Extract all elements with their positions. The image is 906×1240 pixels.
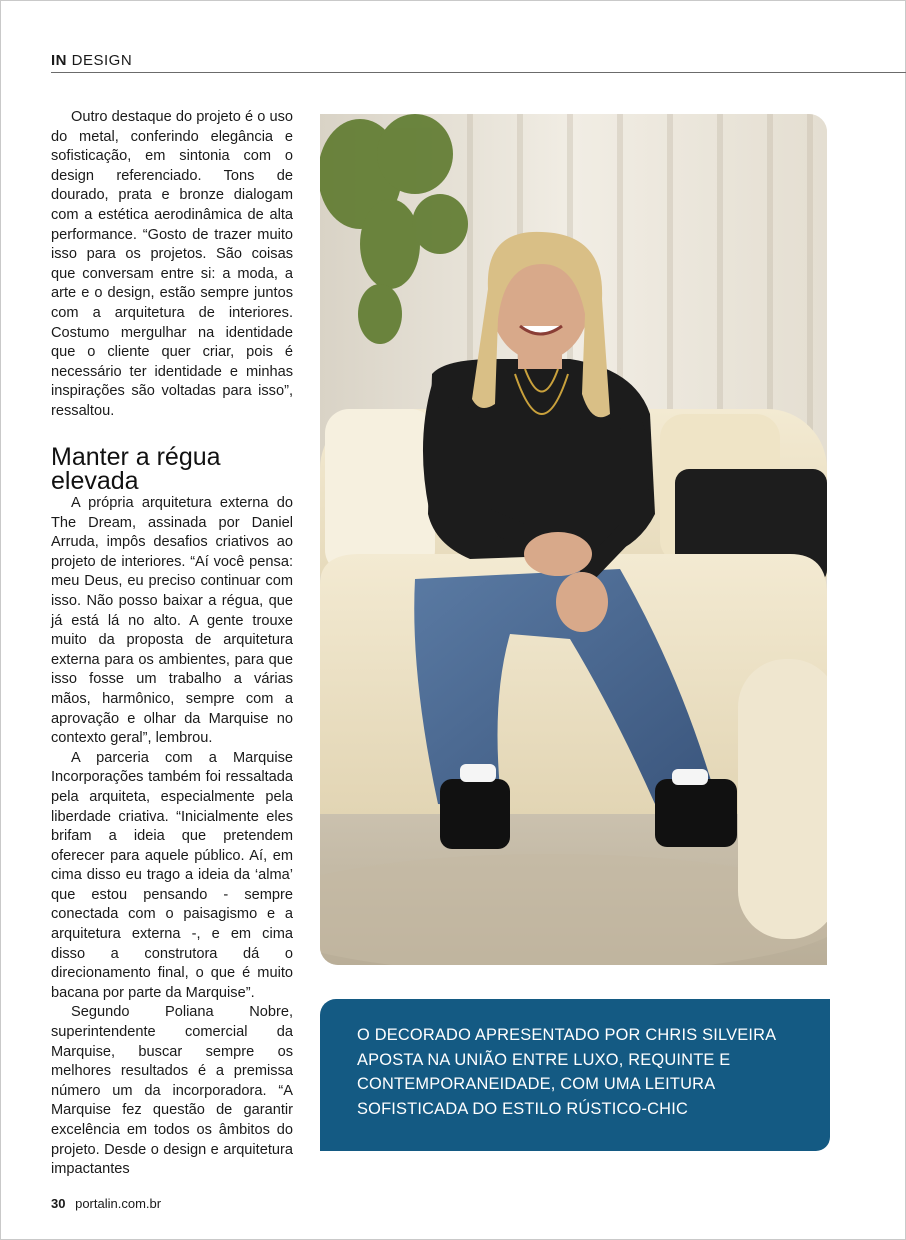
photo-caption-box — [320, 999, 830, 1151]
footer-site: portalin.com.br — [75, 1196, 162, 1211]
header-brand: IN — [51, 52, 67, 69]
section-header — [51, 52, 132, 69]
photo-caption: O DECORADO APRESENTADO POR CHRIS SILVEIRA APOSTA NA UNIÃO ENTRE LUXO, REQUINTE E CONTEMPORANEIDADE, COM UMA LEITURA SOFISTICADA DO ESTILO RÚSTICO-CHIC — [357, 1026, 776, 1118]
portrait-photo — [320, 114, 827, 965]
article-paragraph: A parceria com a Marquise Incorporações também foi ressaltada pela arquiteta, especialmente pela liberdade criativa. “Inicialmente eles brifam a ideia que pretendem oferecer para aquele público. Aí, em cima disso eu trago a ideia da ‘alma’ que estou pensando - sempre conectada com o paisagismo e a arquitetura externa -, e em cima disso a construtora dá o direcionamento final, o que é muito bacana por parte da Marquise”. — [51, 749, 293, 1001]
article-column-top — [51, 108, 293, 422]
article-column-bottom — [51, 494, 293, 1180]
page-footer — [51, 1196, 161, 1211]
page-number: 30 — [51, 1196, 66, 1211]
header-section: DESIGN — [71, 52, 133, 69]
article-paragraph: A própria arquitetura externa do The Dream, assinada por Daniel Arruda, impôs desafios criativos ao projeto de interiores. “Aí você pensa: meu Deus, eu preciso continuar com isso. Não posso baixar a régua, que já está lá no alto. A gente trouxe muito da proposta de arquitetura externa para os ambientes, para que isso fosse um trabalho a várias mãos, harmônico, sempre com a aprovação e olhar da Marquise no contexto geral”, lembrou. — [51, 495, 293, 747]
header-rule — [51, 72, 906, 73]
article-paragraph: Outro destaque do projeto é o uso do metal, conferindo elegância e sofisticação, em sintonia com o design referenciado. Tons de dourado, prata e bronze dialogam com a estética aerodinâmica de alta performance. “Gosto de trazer muito isso para os projetos. São coisas que conversam entre si: a moda, a arte e o design, estão sempre juntos com a arquitetura de interiores. Costumo mergulhar na identidade que o cliente quer criar, pois é necessário ter identidade e minhas inspirações são voltadas para isso”, ressaltou. — [51, 109, 293, 419]
article-paragraph: Segundo Poliana Nobre, superintendente comercial da Marquise, buscar sempre os melhores resultados é a premissa número um da incorporadora. “A Marquise fez questão de garantir excelência em todos os âmbitos do projeto. Desde o design e arquitetura impactantes — [51, 1004, 293, 1178]
article-subheading: Manter a régua elevada — [51, 443, 221, 495]
